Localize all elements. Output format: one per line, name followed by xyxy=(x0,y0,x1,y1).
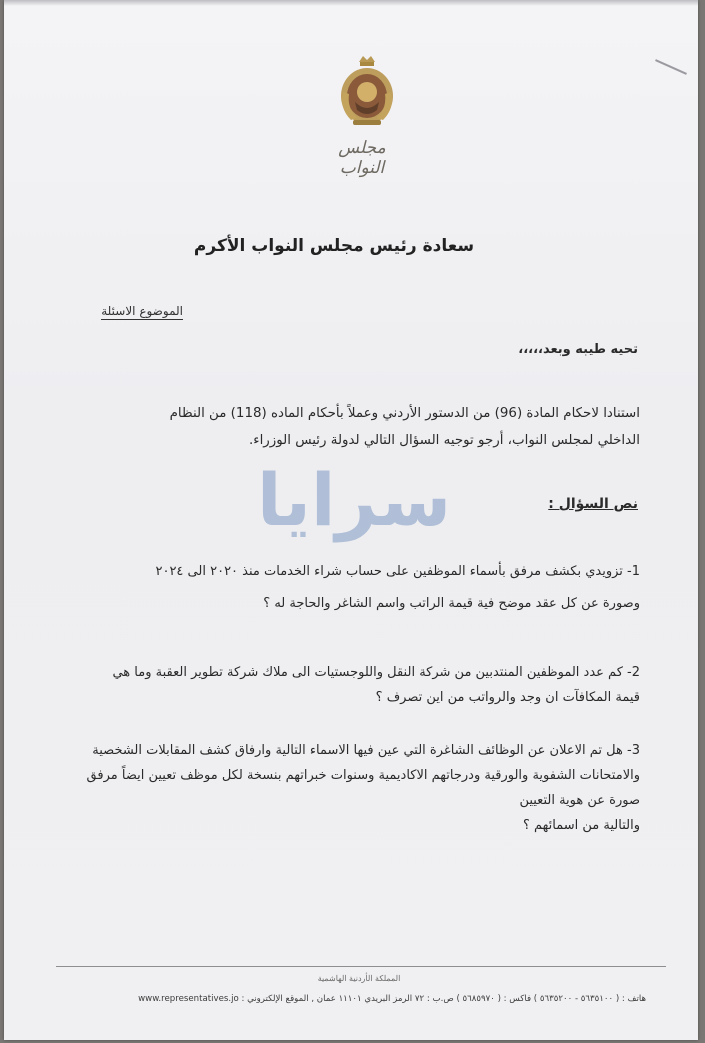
letter-page xyxy=(4,0,698,1040)
intro-line: استنادا لاحكام المادة (96) من الدستور الأردني وعملاً بأحكام الماده (118) من النظام xyxy=(169,406,640,421)
watermark-text: سرايا xyxy=(256,458,452,542)
footer-website-link[interactable]: www.representatives.jo xyxy=(138,994,239,1004)
question-line: والتالية من اسمائهم ؟ xyxy=(523,818,640,833)
footer-contact xyxy=(76,994,646,1004)
question-line: 1- تزويدي بكشف مرفق بأسماء الموظفين على حساب شراء الخدمات منذ ٢٠٢٠ الى ٢٠٢٤ xyxy=(155,564,640,579)
intro-line: الداخلي لمجلس النواب، أرجو توجيه السؤال التالي لدولة رئيس الوزراء. xyxy=(249,433,640,448)
question-line: 3- هل تم الاعلان عن الوظائف الشاغرة التي عين فيها الاسماء التالية وارفاق كشف المقابلات الشخصية xyxy=(92,743,640,758)
intro-paragraph xyxy=(60,400,640,454)
question-item xyxy=(50,738,640,838)
question-line: والامتحانات الشفوية والورقية ودرجاتهم الاكاديمية وسنوات خبراتهم بنسخة لكل موظف تعيين ايضاً مرفق xyxy=(86,768,640,783)
parliament-logo-text: مجلس النواب xyxy=(338,138,386,178)
question-item xyxy=(50,660,640,710)
greeting-line: تحيه طيبه وبعد،،،،، xyxy=(518,342,638,357)
footer-brand: المملكة الأردنية الهاشمية xyxy=(317,974,401,983)
question-line: قيمة المكافآت ان وجد والرواتب من اين تصرف ؟ xyxy=(375,690,640,705)
question-line: وصورة عن كل عقد موضح فية قيمة الراتب واسم الشاغر والحاجة له ؟ xyxy=(263,596,640,611)
question-line: صورة عن هوية التعيين xyxy=(519,793,640,808)
subject-line: الموضوع الاسئلة xyxy=(101,304,183,318)
jordan-royal-crest-icon xyxy=(337,52,397,128)
questions-heading: نص السؤال : xyxy=(548,496,638,512)
addressee-heading: سعادة رئيس مجلس النواب الأكرم xyxy=(193,236,475,256)
footer-contact-text: هاتف : ( ٥٦٣٥١٠٠ - ٥٦٣٥٢٠٠ ) فاكس : ( ٥٦٨٥٩٧٠ ) ص.ب : ٧٢ الرمز البريدي ١١١٠١ عمان , الموقع الإلكتروني : xyxy=(241,994,646,1004)
paper-fold-mark xyxy=(655,59,687,75)
question-line: 2- كم عدد الموظفين المنتدبين من شركة النقل واللوجستيات الى ملاك شركة تطوير العقبة وما هي xyxy=(112,665,640,680)
page-top-shadow xyxy=(4,0,698,6)
site-watermark xyxy=(254,458,454,568)
footer-divider xyxy=(56,966,666,967)
question-item xyxy=(50,556,640,620)
